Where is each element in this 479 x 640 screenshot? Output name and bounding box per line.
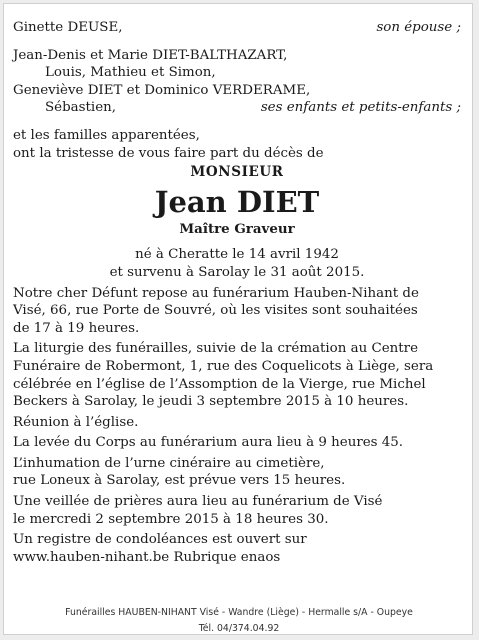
paragraph-vigil — [13, 493, 461, 528]
spouse-line — [13, 19, 461, 37]
text-line: célébrée en l’église de l’Assomption de la Vierge, rue Michel — [13, 376, 426, 392]
text-line: La liturgie des funérailles, suivie de la crémation au Centre — [13, 341, 418, 357]
text-line: La levée du Corps au funérarium aura lieu à 9 heures 45. — [13, 435, 404, 451]
grandchildren-line-2 — [13, 99, 461, 117]
paragraph-burial — [13, 455, 461, 490]
announce-line: ont la tristesse de vous faire part du décès de — [13, 145, 324, 161]
deceased-name: Jean DIET — [154, 184, 320, 219]
children-line-2: Geneviève DIET et Dominico VERDERAME, — [13, 82, 311, 98]
text-line: L’inhumation de l’urne cinéraire au cimetière, — [13, 455, 325, 471]
text-line: le mercredi 2 septembre 2015 à 18 heures 30. — [13, 511, 329, 527]
honorific: MONSIEUR — [190, 164, 284, 181]
death-line: et survenu à Sarolay le 31 août 2015. — [109, 264, 365, 280]
text-line: rue Loneux à Sarolay, est prévue vers 15 heures. — [13, 473, 346, 489]
children-role: ses enfants et petits-enfants ; — [260, 100, 461, 116]
footer-address: Funérailles HAUBEN-NIHANT Visé - Wandre (Liège) - Hermalle s/A - Oupeye — [65, 607, 413, 618]
text-line: Un registre de condoléances est ouvert sur — [13, 532, 307, 548]
children-line-1: Jean-Denis et Marie DIET-BALTHAZART, — [13, 47, 288, 63]
text-line: Réunion à l’église. — [13, 414, 139, 430]
grandchildren-name: Sébastien, — [45, 100, 116, 116]
text-line: Notre cher Défunt repose au funérarium Hauben-Nihant de — [13, 285, 419, 301]
text-line: Funéraire de Robermont, 1, rue des Coquelicots à Liège, sera — [13, 358, 434, 374]
paragraph-liturgy — [13, 340, 461, 410]
text-line: Visé, 66, rue Porte de Souvré, où les visites sont souhaitées — [13, 303, 418, 319]
paragraph-meeting — [13, 414, 461, 432]
paragraph-register — [13, 531, 461, 566]
spouse-role: son épouse ; — [376, 20, 461, 35]
text-line: Une veillée de prières aura lieu au funérarium de Visé — [13, 494, 383, 510]
text-line: Beckers à Sarolay, le jeudi 3 septembre 2015 à 10 heures. — [13, 394, 409, 410]
footer-phone: Tél. 04/374.04.92 — [198, 623, 280, 634]
relatives-line: et les familles apparentées, — [13, 127, 200, 143]
register-link[interactable]: www.hauben-nihant.be Rubrique enaos — [13, 549, 281, 565]
grandchildren-line-1: Louis, Mathieu et Simon, — [45, 65, 216, 81]
obituary-card — [3, 3, 473, 635]
funeral-home-footer — [4, 605, 474, 637]
obituary-content — [13, 19, 461, 566]
paragraph-removal — [13, 434, 461, 452]
spouse-name: Ginette DEUSE, — [13, 20, 123, 35]
text-line: de 17 à 19 heures. — [13, 320, 140, 336]
birth-line: né à Cheratte le 14 avril 1942 — [135, 247, 339, 263]
paragraph-viewing — [13, 285, 461, 338]
deceased-profession: Maître Graveur — [179, 220, 295, 237]
